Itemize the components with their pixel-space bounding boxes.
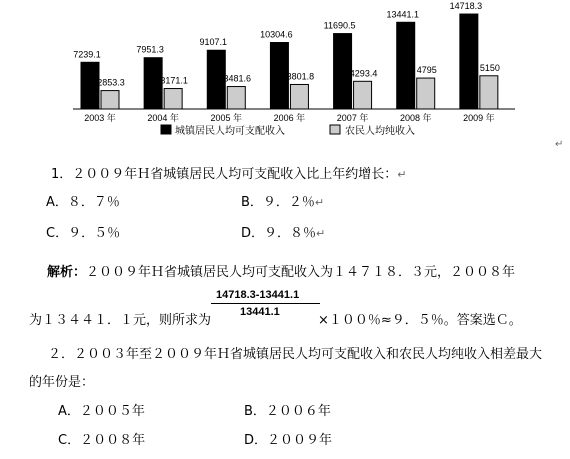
fraction-bar [211,303,320,304]
analysis-line-2b: ×１００％≈９．５％。答案选Ｃ。 [318,313,522,328]
legend-label-rural: 农民人均纯收入 [345,126,415,137]
x-tick-label-0: 2003 年 [84,113,116,123]
bar-urban-6 [460,14,478,109]
fraction-numerator: 14718.3-13441.1 [216,289,300,301]
q2-option-b: B．２００６年 [244,404,331,419]
x-tick-label-1: 2004 年 [147,113,179,123]
q2-stem-line-2: 的年份是： [29,375,95,390]
q1-option-b-text: B．９．２％ [241,195,315,210]
analysis-line-1 [47,265,515,281]
x-tick-label-5: 2008 年 [399,113,432,123]
q1-option-a: A．８．７％ [46,195,120,210]
paragraph-mark: ↵ [555,139,564,150]
q2-option-a: A．２００５年 [58,404,145,419]
data-label-urban-1: 7951.3 [136,44,164,55]
data-label-rural-5: 4795 [416,65,437,76]
q1-option-d [241,226,325,242]
data-label-urban-4: 11690.5 [323,20,356,31]
data-label-urban-0: 7239.1 [73,49,101,60]
legend-swatch-rural [330,125,340,134]
data-label-rural-3: 3801.8 [286,71,315,82]
bar-rural-3 [290,84,308,109]
bar-rural-0 [101,91,119,109]
data-label-rural-4: 4293.4 [349,68,378,79]
data-label-rural-1: 3171.1 [160,75,188,86]
bar-rural-1 [164,89,182,109]
analysis-text-1: ２００９年Ｈ省城镇居民人均可支配收入为１４７１８．３元，２００８年 [86,265,516,280]
data-label-urban-2: 9107.1 [199,37,228,48]
q2-stem-line-1: ２．２００３年至２００９年Ｈ省城镇居民人均可支配收入和农民人均纯收入相差最大 [48,347,543,362]
fraction-denominator: 13441.1 [240,306,280,318]
q2-option-c: C．２００８年 [58,433,146,448]
q1-option-c: C．９．５％ [46,226,121,241]
bar-urban-5 [397,22,415,109]
income-bar-chart [0,0,570,150]
analysis-label: 解析： [47,265,87,280]
legend-swatch-urban [161,125,171,134]
x-tick-label-2: 2005 年 [210,113,243,123]
q2-option-d: D．２００９年 [244,433,333,448]
q1-option-b [241,195,324,211]
paragraph-mark: ↵ [314,196,325,209]
data-label-rural-2: 3481.6 [223,73,252,84]
paragraph-mark: ↵ [397,168,407,181]
data-label-rural-0: 2853.3 [97,77,125,88]
data-label-urban-6: 14718.3 [449,1,483,12]
q1-stem [51,167,407,183]
bar-rural-4 [354,81,372,109]
data-label-rural-6: 5150 [479,62,500,73]
bar-rural-2 [227,87,245,109]
bar-rural-6 [480,76,498,109]
bar-rural-5 [417,78,435,109]
x-tick-label-4: 2007 年 [336,113,369,123]
data-label-urban-5: 13441.1 [386,9,419,20]
analysis-line-2a: 为１３４４１．１元，则所求为 [29,313,212,328]
q1-stem-text: 1．２００９年Ｈ省城镇居民人均可支配收入比上年约增长： [51,167,398,182]
x-tick-label-6: 2009 年 [463,113,495,123]
legend-label-urban: 城镇居民人均可支配收入 [175,126,285,137]
x-tick-label-3: 2006 年 [273,113,306,123]
data-label-urban-3: 10304.6 [260,29,293,40]
q1-option-d-text: D．９．８％ [241,226,317,241]
paragraph-mark: ↵ [316,227,326,240]
